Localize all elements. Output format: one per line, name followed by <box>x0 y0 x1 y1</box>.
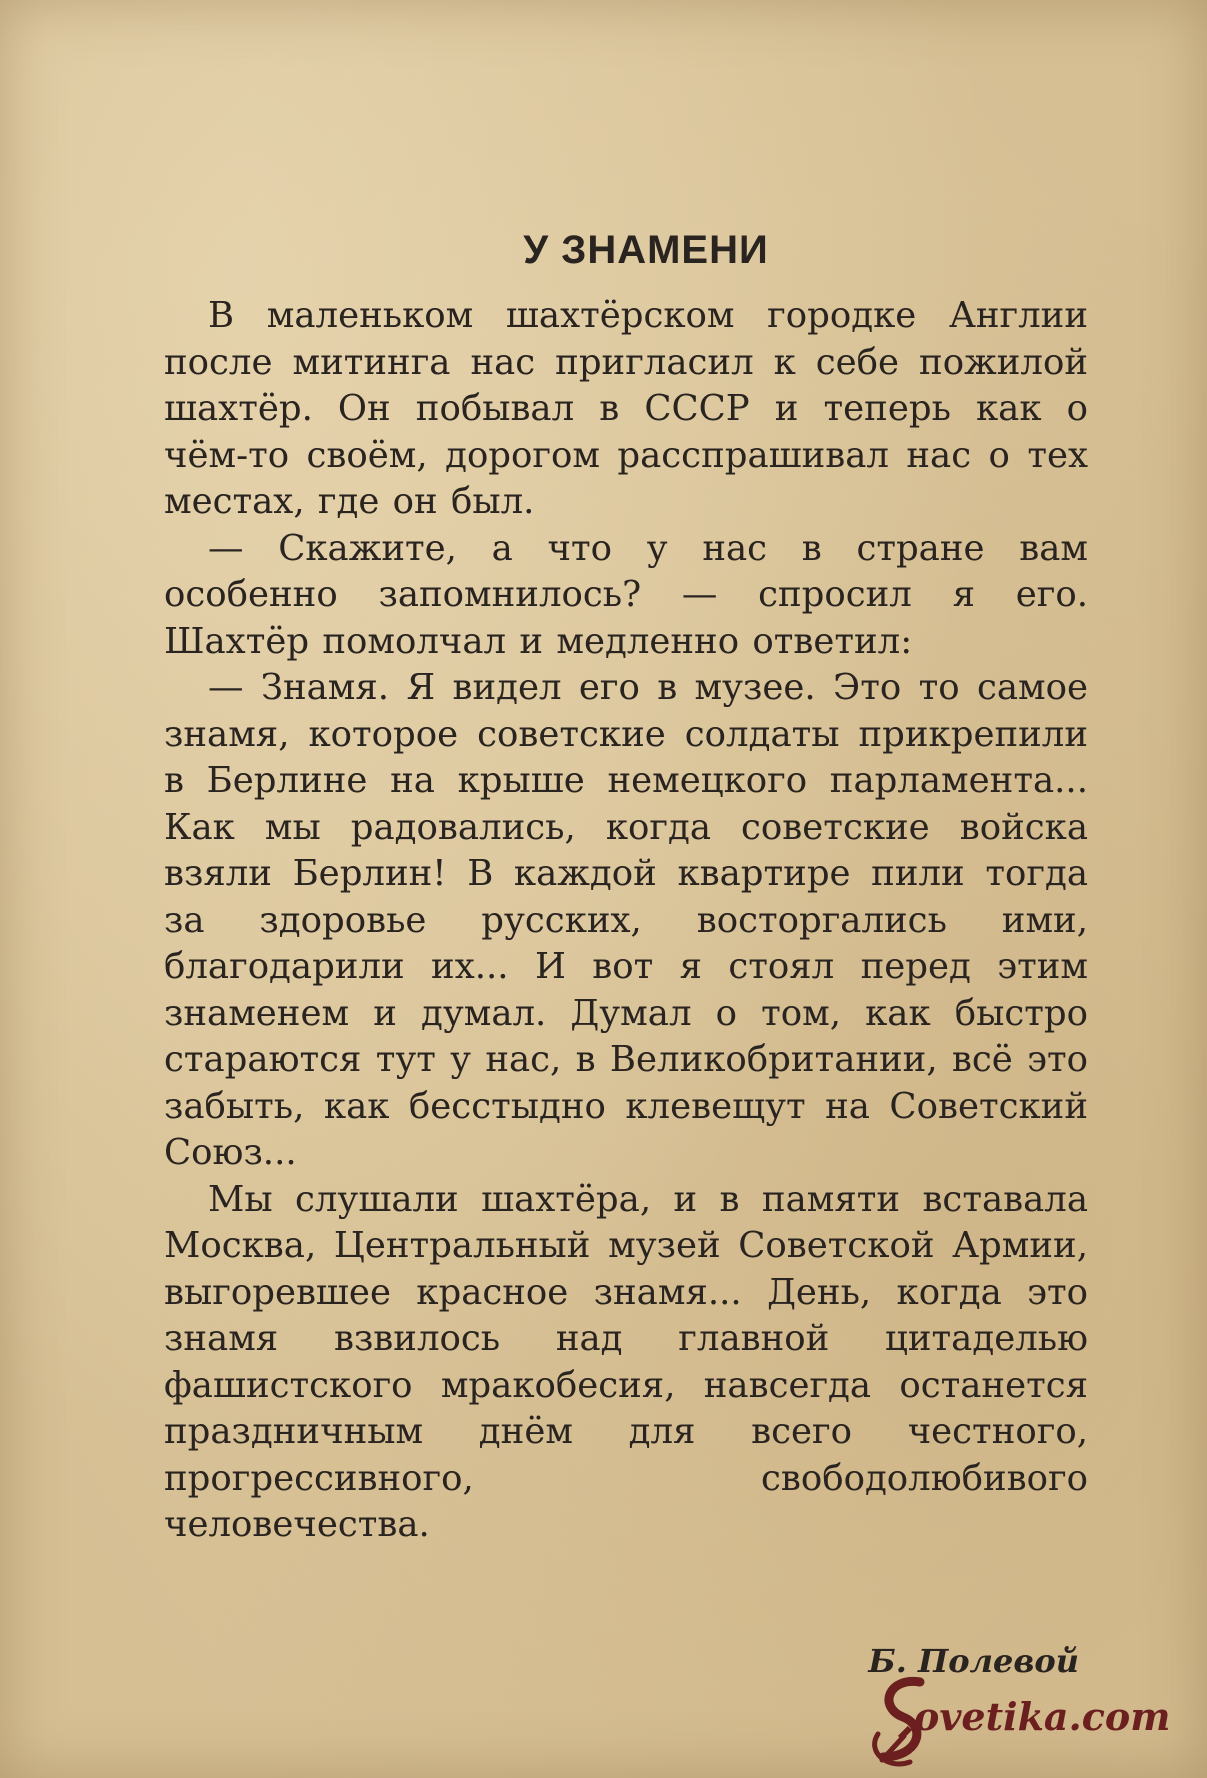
paragraph-4: Мы слушали шахтёра, и в памяти вставала Москва, Центральный музей Советской Армии, выгоревшее красное знамя... День, когда это знамя взвилось над главной цитаделью фашистского мракобесия, навсегда останется праздничным днём для всего честного, прогрессивного, свободолюбивого человечества. <box>164 1178 1088 1545</box>
article <box>164 228 1088 1549</box>
paragraph-3: — Знамя. Я видел его в музее. Это то самое знамя, которое советские солдаты прикрепили в Берлине на крыше немецкого парламента... Как мы радовались, когда советские войска взяли Берлин! В каждой квартире пили тогда за здоровье русских, восторгались ими, благодарили их... И вот я стоял перед этим знаменем и думал. Думал о том, как быстро стараются тут у нас, в Великобритании, всё это забыть, как бесстыдно клевещут на Советский Союз... <box>164 667 1088 1173</box>
watermark-text: ovetika.com <box>914 1694 1171 1739</box>
paragraph-1: В маленьком шахтёрском городке Англии после митинга нас пригласил к себе пожилой шахтёр. Он побывал в СССР и теперь как о чём-то своём, дорогом расспрашивал нас о тех местах, где он был. <box>164 295 1088 522</box>
paragraph-2: — Скажите, а что у нас в стране вам особенно запомнилось? — спросил я его. Шахтёр помолчал и медленно ответил: <box>164 527 1088 662</box>
author-signature: Б. Полевой <box>868 1642 1079 1680</box>
watermark <box>858 1672 1198 1772</box>
article-title: У ЗНАМЕНИ <box>523 228 769 272</box>
